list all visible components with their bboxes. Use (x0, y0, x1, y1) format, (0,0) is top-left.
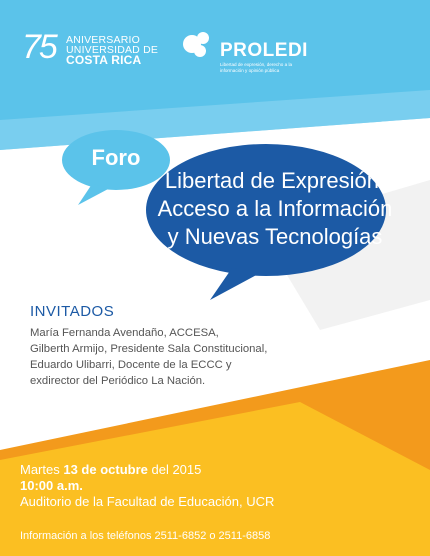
guest-line: Gilberth Armijo, Presidente Sala Constitucional, (30, 343, 268, 355)
guests-heading: INVITADOS (30, 303, 115, 320)
proledi-logo-name: PROLEDI (220, 40, 308, 61)
title-line-2: Acceso a la Información (157, 196, 393, 221)
guest-line: Eduardo Ulibarri, Docente de la ECCC y (30, 359, 232, 371)
proledi-tagline-1: Libertad de expresión, derecho a la (220, 62, 293, 67)
event-info: Información a los teléfonos 2511-6852 o 2511-6858 (20, 530, 271, 542)
ucr-logo-line-1: ANIVERSARIO (66, 34, 140, 46)
foro-bubble-tail (78, 184, 110, 205)
foro-label: Foro (91, 145, 141, 170)
event-place: Auditorio de la Facultad de Educación, UCR (20, 494, 275, 509)
title-line-3: y Nuevas Tecnologías (167, 224, 383, 249)
date-suffix: del 2015 (147, 462, 202, 477)
event-date (20, 462, 201, 477)
proledi-logo-mark-3 (194, 45, 206, 57)
date-prefix: Martes (20, 462, 64, 477)
proledi-logo-mark-2 (197, 32, 209, 44)
ucr-anniversary-number: 75 (22, 28, 56, 66)
event-time: 10:00 a.m. (20, 478, 83, 493)
ucr-logo-line-2: UNIVERSIDAD DE (66, 44, 159, 56)
guest-line: María Fernanda Avendaño, ACCESA, (30, 327, 219, 339)
proledi-tagline-2: información y opinión pública (220, 68, 280, 73)
date-bold: 13 de octubre (63, 462, 148, 477)
ucr-logo-line-3: COSTA RICA (66, 53, 142, 67)
title-bubble-tail (210, 268, 262, 300)
guest-line: exdirector del Periódico La Nación. (30, 375, 206, 387)
title-line-1: Libertad de Expresión, (164, 168, 386, 193)
